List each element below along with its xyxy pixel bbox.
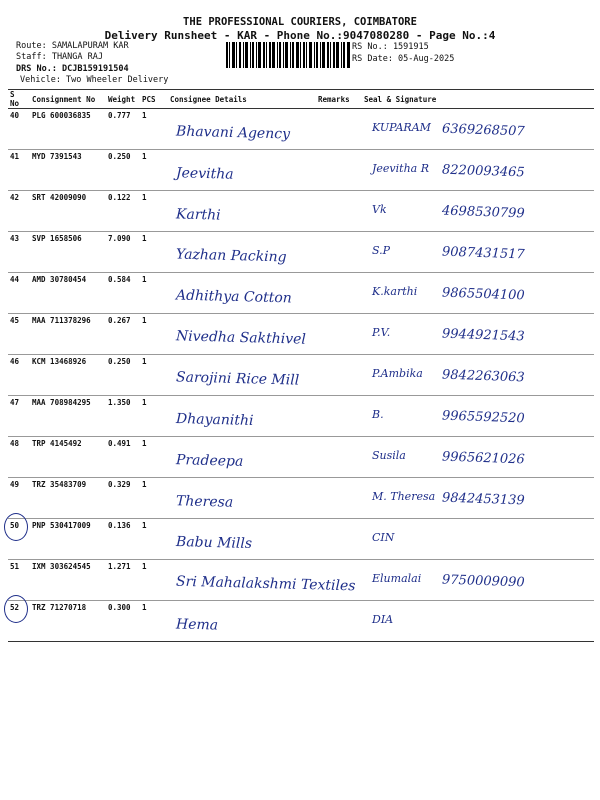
- consignment-number: TRZ 71270718: [30, 601, 106, 642]
- weight-value: 0.267: [106, 314, 140, 355]
- weight-value: 7.090: [106, 232, 140, 273]
- consignment-number: TRZ 35483709: [30, 478, 106, 519]
- consignee-handwriting: Sri Mahalakshmi Textiles: [175, 573, 356, 595]
- vehicle-label: Vehicle: Two Wheeler Delivery: [20, 75, 169, 85]
- seal-signature: [362, 601, 594, 642]
- remarks-cell: [316, 355, 362, 396]
- consignee-details: [168, 355, 316, 396]
- consignee-details: [168, 560, 356, 601]
- consignee-handwriting: Theresa: [175, 493, 234, 511]
- consignment-number: PNP 530417009: [30, 519, 106, 560]
- phone-handwriting: 4698530799: [441, 203, 525, 222]
- serial-number: [8, 601, 30, 642]
- remarks-cell: [316, 396, 362, 437]
- serial-number-text: 51: [10, 562, 20, 571]
- rs-number: RS No.: 1591915: [352, 42, 429, 52]
- pieces-count: 1: [140, 519, 168, 560]
- seal-signature: [362, 232, 594, 273]
- serial-number: [8, 478, 30, 519]
- serial-number-text: 50: [10, 521, 20, 530]
- weight-value: 1.271: [106, 560, 140, 601]
- pieces-count: 1: [140, 109, 168, 150]
- consignee-handwriting: Karthi: [175, 206, 221, 224]
- weight-value: 0.584: [106, 273, 140, 314]
- remarks-cell: [316, 232, 362, 273]
- consignee-handwriting: Sarojini Rice Mill: [175, 369, 300, 389]
- consignee-handwriting: Nivedha Sakthivel: [175, 328, 307, 348]
- signature-handwriting: B.: [372, 408, 384, 421]
- pieces-count: 1: [140, 478, 168, 519]
- serial-number: [8, 232, 30, 273]
- col-consignment: Consignment No: [30, 90, 106, 109]
- signature-handwriting: S.P: [372, 244, 391, 257]
- serial-number: [8, 437, 30, 478]
- remarks-cell: [316, 560, 362, 601]
- weight-value: 0.122: [106, 191, 140, 232]
- weight-value: 0.250: [106, 150, 140, 191]
- staff-label: Staff: THANGA RAJ: [16, 52, 103, 62]
- phone-handwriting: 9944921543: [441, 326, 525, 345]
- consignee-handwriting: Dhayanithi: [175, 410, 254, 430]
- remarks-cell: [316, 314, 362, 355]
- consignee-details: [168, 314, 316, 355]
- seal-signature: [362, 437, 594, 478]
- weight-value: 0.777: [106, 109, 140, 150]
- col-remarks: Remarks: [316, 90, 362, 109]
- signature-handwriting: K.karthi: [372, 285, 418, 298]
- signature-handwriting: Vk: [372, 203, 387, 216]
- serial-number-text: 49: [10, 480, 20, 489]
- consignee-details: [168, 109, 316, 150]
- signature-handwriting: M. Theresa: [372, 490, 436, 503]
- table-row: [8, 314, 594, 355]
- serial-number: [8, 109, 30, 150]
- weight-value: 0.329: [106, 478, 140, 519]
- phone-handwriting: 9842263063: [441, 367, 525, 386]
- pieces-count: 1: [140, 355, 168, 396]
- signature-handwriting: Jeevitha R: [372, 162, 430, 175]
- remarks-cell: [316, 601, 362, 642]
- remarks-cell: [316, 478, 362, 519]
- remarks-cell: [316, 150, 362, 191]
- serial-number: [8, 273, 30, 314]
- serial-number-text: 43: [10, 234, 20, 243]
- consignment-number: SRT 42009090: [30, 191, 106, 232]
- serial-number-text: 46: [10, 357, 20, 366]
- remarks-cell: [316, 437, 362, 478]
- table-row: [8, 478, 594, 519]
- consignee-details: [168, 437, 316, 478]
- seal-signature: [362, 150, 594, 191]
- consignee-details: [168, 601, 316, 642]
- consignee-handwriting: Adhithya Cotton: [175, 287, 292, 307]
- table-row: [8, 109, 594, 150]
- seal-signature: [362, 560, 594, 601]
- signature-handwriting: CIN: [372, 531, 395, 544]
- serial-number-text: 47: [10, 398, 20, 407]
- route-label: Route: SAMALAPURAM KAR: [16, 41, 129, 51]
- runsheet-table: [8, 89, 594, 642]
- seal-signature: [362, 314, 594, 355]
- weight-value: 0.250: [106, 355, 140, 396]
- weight-value: 0.136: [106, 519, 140, 560]
- remarks-cell: [316, 519, 362, 560]
- signature-handwriting: DIA: [372, 613, 394, 626]
- weight-value: 1.350: [106, 396, 140, 437]
- consignee-handwriting: Pradeepa: [175, 452, 244, 470]
- table-row: [8, 355, 594, 396]
- consignment-number: MAA 708984295: [30, 396, 106, 437]
- signature-handwriting: Susila: [372, 449, 406, 462]
- seal-signature: [362, 396, 594, 437]
- remarks-cell: [316, 273, 362, 314]
- serial-number-text: 52: [10, 603, 20, 612]
- drs-number: DRS No.: DCJB159191504: [16, 64, 129, 74]
- consignment-number: PLG 600036835: [30, 109, 106, 150]
- phone-handwriting: 9750009090: [441, 572, 525, 591]
- phone-handwriting: 8220093465: [441, 162, 525, 181]
- consignee-handwriting: Yazhan Packing: [175, 246, 287, 266]
- weight-value: 0.300: [106, 601, 140, 642]
- signature-handwriting: KUPARAM: [372, 121, 431, 134]
- circle-mark: [4, 513, 28, 541]
- pieces-count: 1: [140, 396, 168, 437]
- table-row: [8, 437, 594, 478]
- phone-handwriting: 9087431517: [441, 244, 525, 263]
- table-row: [8, 396, 594, 437]
- col-pcs: PCS: [140, 90, 168, 109]
- table-row: [8, 232, 594, 273]
- col-signature: Seal & Signature: [362, 90, 594, 109]
- table-row: [8, 191, 594, 232]
- serial-number: [8, 150, 30, 191]
- consignment-number: MYD 7391543: [30, 150, 106, 191]
- serial-number-text: 48: [10, 439, 20, 448]
- circle-mark: [4, 595, 28, 623]
- pieces-count: 1: [140, 273, 168, 314]
- pieces-count: 1: [140, 601, 168, 642]
- barcode-image: [226, 42, 350, 68]
- pieces-count: 1: [140, 191, 168, 232]
- table-row: [8, 519, 594, 560]
- pieces-count: 1: [140, 560, 168, 601]
- serial-number: [8, 396, 30, 437]
- table-row: [8, 273, 594, 314]
- consignee-handwriting: Babu Mills: [175, 534, 253, 552]
- seal-signature: [362, 355, 594, 396]
- consignee-details: [168, 232, 316, 273]
- serial-number: [8, 560, 30, 601]
- consignment-number: AMD 30780454: [30, 273, 106, 314]
- table-row: [8, 560, 594, 601]
- consignment-number: MAA 711378296: [30, 314, 106, 355]
- pieces-count: 1: [140, 150, 168, 191]
- serial-number-text: 40: [10, 111, 20, 120]
- phone-handwriting: 9865504100: [441, 285, 525, 304]
- phone-handwriting: 9965621026: [441, 449, 525, 468]
- seal-signature: [362, 109, 594, 150]
- pieces-count: 1: [140, 232, 168, 273]
- col-sno: S No: [8, 90, 30, 109]
- col-weight: Weight: [106, 90, 140, 109]
- pieces-count: 1: [140, 437, 168, 478]
- consignment-number: SVP 1658506: [30, 232, 106, 273]
- consignee-details: [168, 396, 316, 437]
- consignment-number: IXM 303624545: [30, 560, 106, 601]
- serial-number-text: 42: [10, 193, 20, 202]
- consignee-handwriting: Bhavani Agency: [175, 123, 291, 143]
- phone-handwriting: 6369268507: [441, 121, 525, 140]
- serial-number: [8, 191, 30, 232]
- consignment-number: KCM 13468926: [30, 355, 106, 396]
- consignee-handwriting: Jeevitha: [175, 165, 234, 183]
- serial-number-text: 45: [10, 316, 20, 325]
- remarks-cell: [316, 109, 362, 150]
- seal-signature: [362, 519, 594, 560]
- col-consignee: Consignee Details: [168, 90, 316, 109]
- serial-number-text: 44: [10, 275, 20, 284]
- serial-number: [8, 314, 30, 355]
- signature-handwriting: Elumalai: [372, 572, 422, 585]
- runsheet-title: Delivery Runsheet - KAR - Phone No.:9047080280 - Page No.:4: [104, 29, 496, 42]
- table-row: [8, 150, 594, 191]
- consignee-details: [168, 273, 316, 314]
- weight-value: 0.491: [106, 437, 140, 478]
- consignee-details: [168, 478, 316, 519]
- serial-number-text: 41: [10, 152, 20, 161]
- consignee-handwriting: Hema: [175, 616, 219, 634]
- consignee-details: [168, 191, 316, 232]
- signature-handwriting: P.Ambika: [372, 367, 423, 380]
- phone-handwriting: 9965592520: [441, 408, 525, 427]
- seal-signature: [362, 478, 594, 519]
- seal-signature: [362, 273, 594, 314]
- phone-handwriting: 9842453139: [441, 490, 525, 509]
- remarks-cell: [316, 191, 362, 232]
- company-title: THE PROFESSIONAL COURIERS, COIMBATORE: [183, 16, 417, 28]
- serial-number: [8, 519, 30, 560]
- seal-signature: [362, 191, 594, 232]
- consignment-number: TRP 4145492: [30, 437, 106, 478]
- rs-date: RS Date: 05-Aug-2025: [352, 54, 455, 64]
- consignee-details: [168, 519, 316, 560]
- serial-number: [8, 355, 30, 396]
- consignee-details: [168, 150, 316, 191]
- signature-handwriting: P.V.: [372, 326, 391, 339]
- table-header-row: [8, 90, 594, 109]
- pieces-count: 1: [140, 314, 168, 355]
- table-row: [8, 601, 594, 642]
